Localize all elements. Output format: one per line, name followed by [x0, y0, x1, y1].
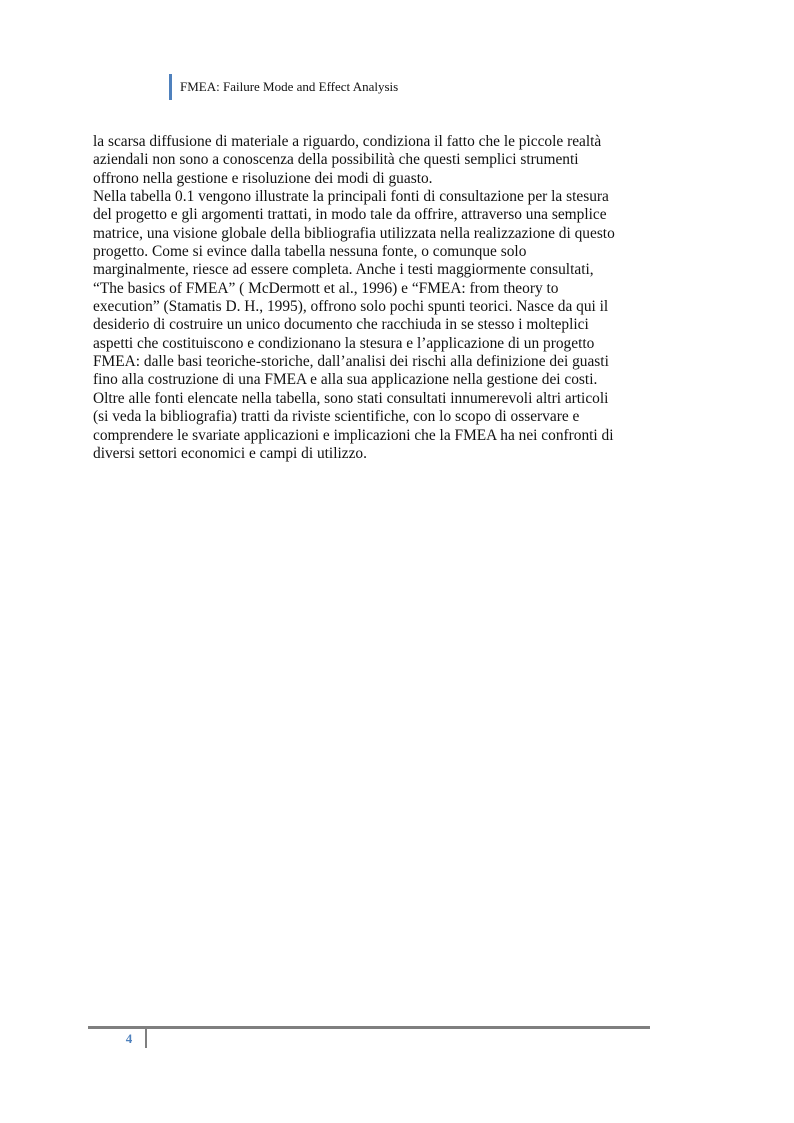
body-line: Oltre alle fonti elencate nella tabella, sono stati consultati innumerevoli altri articoli — [93, 389, 609, 407]
body-line: execution” (Stamatis D. H., 1995), offrono solo pochi spunti teorici. Nasce da qui il — [93, 298, 609, 316]
body-line: desiderio di costruire un unico documento che racchiuda in se stesso i molteplici — [93, 316, 589, 334]
body-line: offrono nella gestione e risoluzione dei modi di guasto. — [93, 169, 433, 187]
header-title: FMEA: Failure Mode and Effect Analysis — [180, 79, 399, 94]
page-number-separator — [145, 1029, 147, 1048]
body-line: marginalmente, riesce ad essere completa. Anche i testi maggiormente consultati, — [93, 261, 594, 279]
body-paragraph — [93, 133, 653, 463]
body-line: “The basics of FMEA” ( McDermott et al., 1996) e “FMEA: from theory to — [93, 279, 559, 297]
body-line: progetto. Come si evince dalla tabella nessuna fonte, o comunque solo — [93, 243, 527, 261]
footer-rule — [88, 1026, 650, 1029]
body-line: fino alla costruzione di una FMEA e alla sua applicazione nella gestione dei costi. — [93, 371, 598, 389]
header-accent-bar — [169, 74, 172, 100]
page-header — [169, 74, 398, 100]
body-line: matrice, una visione globale della bibliografia utilizzata nella realizzazione di questo — [93, 224, 615, 242]
page-number: 4 — [125, 1031, 133, 1046]
body-line: diversi settori economici e campi di utilizzo. — [93, 444, 367, 462]
body-line: comprendere le svariate applicazioni e implicazioni che la FMEA ha nei confronti di — [93, 426, 614, 444]
body-line: del progetto e gli argomenti trattati, in modo tale da offrire, attraverso una semplice — [93, 206, 607, 224]
body-line: Nella tabella 0.1 vengono illustrate la principali fonti di consultazione per la stesura — [93, 188, 609, 206]
body-line: FMEA: dalle basi teoriche-storiche, dall’analisi dei rischi alla definizione dei guasti — [93, 353, 609, 371]
body-line: (si veda la bibliografia) tratti da riviste scientifiche, con lo scopo di osservare e — [93, 408, 580, 426]
body-line: la scarsa diffusione di materiale a riguardo, condiziona il fatto che le piccole realtà — [93, 133, 602, 150]
body-line: aspetti che costituiscono e condizionano la stesura e l’applicazione di un progetto — [93, 334, 595, 352]
body-line: aziendali non sono a conoscenza della possibilità che questi semplici strumenti — [93, 151, 579, 169]
